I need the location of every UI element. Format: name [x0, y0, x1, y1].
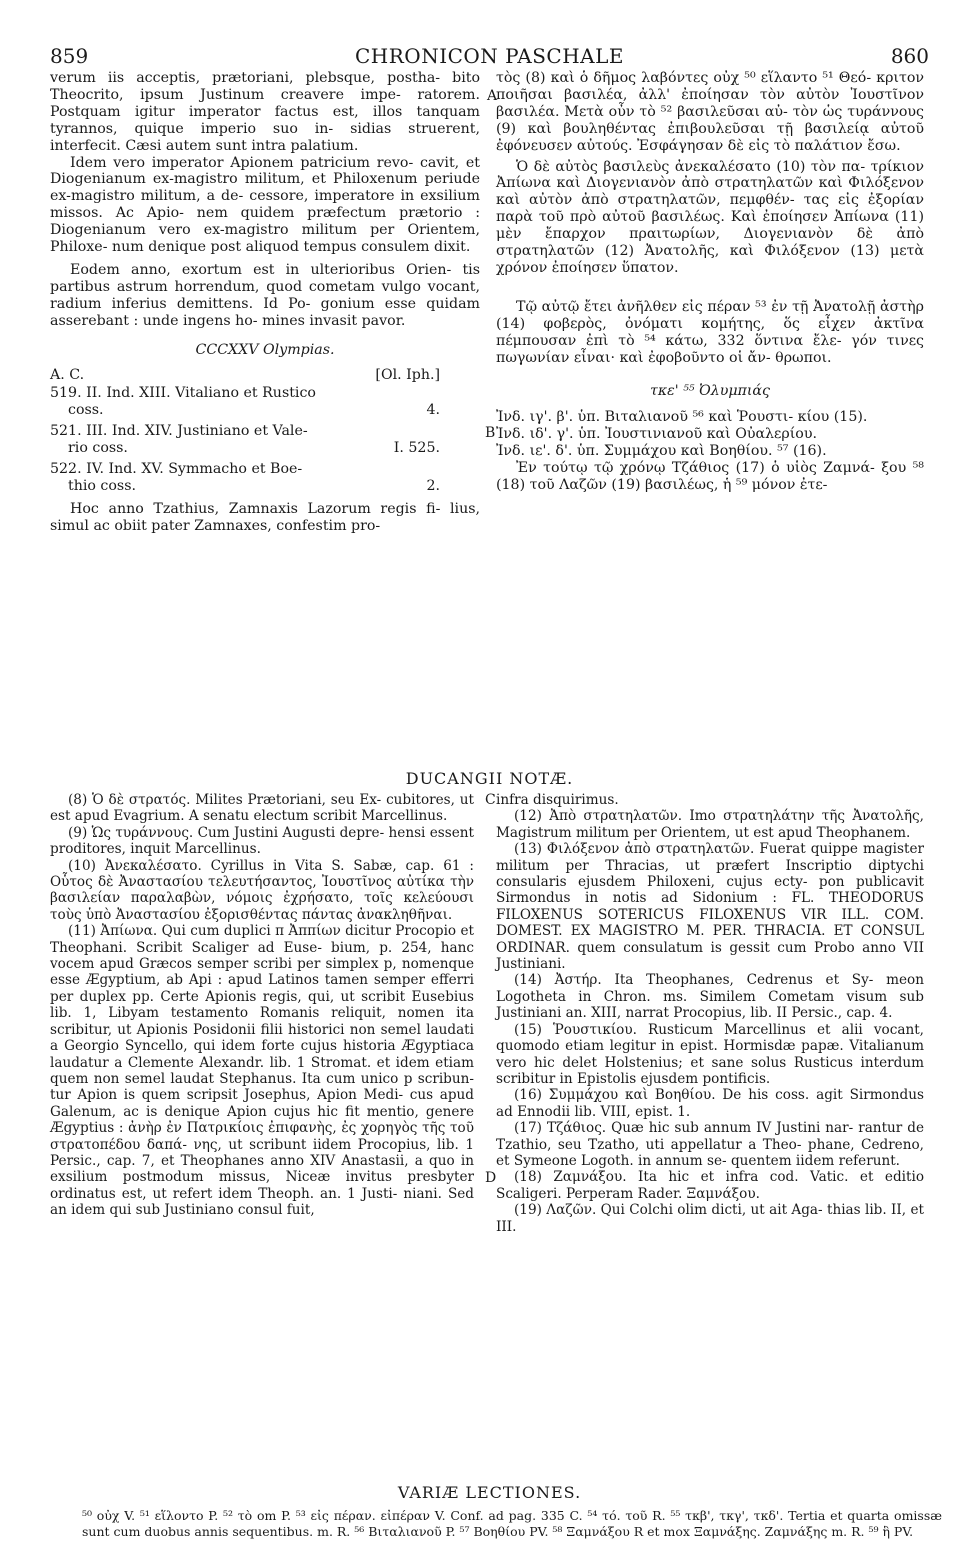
year-entry-text: 522. IV. Ind. XV. Symmacho et Boe- — [50, 461, 303, 478]
note-item: (14) Ἀστήρ. Ita Theophanes, Cedrenus et Sy- meon Logotheta in Chron. ms. Similem Cometam visum sub Justiniani an. XIII, narrat Procopius, lib. II Persic., cap. 4. — [496, 972, 924, 1022]
olympiad-year: 2. — [426, 478, 440, 495]
olympiad-year: I. 525. — [393, 440, 440, 457]
page-number-right: 860 — [890, 44, 929, 68]
year-entry-text: 519. II. Ind. XIII. Vitaliano et Rustico — [50, 385, 316, 402]
note-item: (19) Λαζῶν. Qui Colchi olim dicti, ut ait Aga- thias lib. II, et III. — [496, 1202, 924, 1235]
greek-paragraph: Ἐν τούτῳ τῷ χρόνῳ Τζάθιος (17) ὁ υἱὸς Ζαμνά- ξου ⁵⁸ (18) τοῦ Λαζῶν (19) βασιλέως, ἡ ⁵⁹ μόνον ἐτε- — [496, 460, 924, 494]
note-item: (10) Ἀνεκαλέσατο. Cyrillus in Vita S. Sabæ, cap. 61 : Οὗτος δὲ Ἀναστασίου τελευτήσαντος, Ἰουστῖνος αὐτίκα τὴν βασιλείαν παραλαβὼν, νόμοις ἐχρήσατο, τοῖς κελεύουσι τοὺς ὑπὸ Ἀναστασίου ἐξορισθέντας πάντας ἀνακληθῆναι. — [50, 857, 474, 923]
note-item: (15) Ῥουστικίου. Rusticum Marcellinus et alii vocant, quomodo etiam legitur in epist. Hormisdæ papæ. Vitalianum vero hic delet Holstenius; et sane solus Rusticus interdum scribitur in Epistolis ejusdem pontificis. — [496, 1021, 924, 1087]
greek-column — [496, 70, 924, 494]
variae-lectiones-title: VARIÆ LECTIONES. — [397, 1483, 582, 1502]
book-title: CHRONICON PASCHALE — [355, 44, 624, 68]
year-entry-text: thio coss. — [68, 477, 136, 494]
margin-letter-a: A — [487, 88, 498, 104]
greek-year-entry: Ἰνδ. ιε'. δ'. ὑπ. Συμμάχου καὶ Βοηθίου. ⁵⁷ (16). — [496, 443, 827, 460]
olympiad-year-heading: [Ol. Iph.] — [375, 366, 440, 383]
chronology-column-headings — [50, 367, 480, 384]
note-item: (16) Συμμάχου καὶ Βοηθίου. De his coss. agit Sirmondus ad Ennodii lib. VIII, epist. 1. — [496, 1087, 924, 1120]
margin-letter-b: B — [485, 425, 496, 441]
greek-paragraph: Τῷ αὐτῷ ἔτει ἀνῆλθεν εἰς πέραν ⁵³ ἐν τῇ Ἀνατολῇ ἀστὴρ (14) φοβερὸς, ὀνόματι κομήτης, ὅς εἶχεν ἀκτῖνα πέμπουσαν ἐπὶ τὸ ⁵⁴ κάτω, 332 ὅντινα ἔλε- γόν τινες πωγωνίαν εἶναι· καὶ ἐφοβοῦντο οἱ ἄν- θρωποι. — [496, 298, 924, 366]
anno-christi-heading: A. C. — [50, 366, 85, 383]
margin-letter-c: C — [485, 792, 496, 808]
greek-paragraph: Ὁ δὲ αὐτὸς βασιλεὺς ἀνεκαλέσατο (10) τὸν πα- τρίκιον Ἀπίωνα καὶ Διογενιανὸν ἀπὸ στρατηλατῶν καὶ Φιλόξενον καὶ αὐτὸν ἀπὸ στρατηλατῶν, πεμφθέν- τας εἰς ἐξορίαν παρὰ τοῦ πρὸ αὐτοῦ βασιλέως. Καὶ ἐποίησεν Ἀπίωνα (11) μὲν ἔπαρχον πραιτωρίων, Διογενιανὸν δὲ ἀπὸ στρατηλατῶν (12) Ἀνατολῆς, καὶ Φιλόξενον (13) μετὰ χρόνον ἐποίησεν ὕπατον. — [496, 158, 924, 276]
margin-letter-d: D — [485, 1170, 497, 1186]
note-item: (17) Τζάθιος. Quæ hic sub annum IV Justini nar- rantur de Tzathio, seu Tzatho, uti appellatur a Theo- phane, Cedreno, et Symeone Logoth. in annum se- quentem iidem referunt. — [496, 1120, 924, 1169]
latin-paragraph: Hoc anno Tzathius, Zamnaxis Lazorum regis fi- lius, simul ac obiit pater Zamnaxes, confestim pro- — [50, 500, 480, 534]
greek-year-entry: Ἰνδ. ιγ'. β'. ὑπ. Βιταλιανοῦ ⁵⁶ καὶ Ῥουστι- κίου (15). — [496, 409, 868, 426]
page-number-left: 859 — [50, 44, 89, 68]
greek-paragraph: τὸς (8) καὶ ὁ δῆμος λαβόντες οὐχ ⁵⁰ εἵλαντο ⁵¹ Θεό- κριτον ποιῆσαι βασιλέα, ἀλλ' ἐποίησαν τὸν αὐτὸν Ἰουστῖνον βασιλέα. Μετὰ οὖν τὸ ⁵² βασιλεῦσαι αὐ- τὸν ὡς τυράννους (9) καὶ βουληθέντας ἐπιβουλεῦσαι τῇ βασιλείᾳ αὐτοῦ ἐφόνευσεν αὐτούς. Ἐσφάγησαν δὲ εἰς τὸ παλάτιον ἔσω. — [496, 70, 924, 154]
notes-right-column — [496, 792, 924, 1235]
year-entry-519 — [50, 385, 480, 419]
latin-paragraph: Idem vero imperator Apionem patricium revo- cavit, et Diogenianum ex-magistro militum, et Philoxenum periude ex-magistro militum, a de- cessore, imperatore in exsilium missos. Ac Apio- nem quidem præfectum prætorio : Diogenianum vero ex-magistro militum per Orientem, Philoxe- num denique post aliquod tempus consulem dixit. — [50, 154, 480, 256]
greek-olympiad-heading: τκε' ⁵⁵ Ὀλυμπιάς — [650, 382, 770, 399]
variae-lectiones-text: ⁵⁰ οὐχ V. ⁵¹ εἵλοντο P. ⁵² τὸ om P. ⁵³ εἰς πέραν. εἰπέραν V. Conf. ad pag. 335 C. ⁵⁴ τό. τοῦ R. ⁵⁵ τκβ', τκγ', τκδ'. Tertia et quarta omissæ sunt cum duobus annis sequentibus. m. R. ⁵⁶ Βιταλιανοῦ P. ⁵⁷ Βοηθίου PV. ⁵⁸ Ξαμνάξου R et mox Ξαμνάξης. Ζαμνάξης m. R. ⁵⁹ ἣ PV. — [82, 1508, 942, 1539]
latin-paragraph: Eodem anno, exortum est in ulterioribus Orien- tis partibus astrum horrendum, quod cometam vulgo vocant, radium inferius demittens. Id Po- gonium esse quidam asserebant : unde ingens ho- mines invasit pavor. — [50, 261, 480, 329]
year-entry-text: rio coss. — [68, 440, 128, 457]
note-item: (18) Ζαμνάξου. Ita hic et infra cod. Vatic. et editio Scaligeri. Perperam Rader. Ξαμνάξου. — [496, 1169, 924, 1202]
latin-paragraph: verum iis acceptis, prætoriani, plebsque, postha- bito Theocrito, ipsum Justinum creavere impe- ratorem. Postquam igitur imperator factus est, illos tanquam tyrannos, quique imperio suo in- sidias struerent, interfecit. Cæsi autem sunt intra palatium. — [50, 70, 480, 154]
notes-left-column — [50, 792, 474, 1219]
note-item: (12) Ἀπὸ στρατηλατῶν. Imo στρατηλάτην τῆς Ἀνατολῆς, Magistrum militum per Orientem, ut est apud Theophanem. — [496, 808, 924, 841]
latin-olympiad-heading: CCCXXV Olympias. — [195, 341, 335, 358]
year-entry-521 — [50, 423, 480, 457]
note-item: infra disquirimus. — [496, 792, 619, 808]
notes-section-title: DUCANGII NOTÆ. — [405, 769, 574, 788]
year-entry-522 — [50, 461, 480, 495]
year-entry-text: coss. — [68, 402, 104, 419]
olympiad-year: 4. — [426, 402, 440, 419]
year-entry-text: 521. III. Ind. XIV. Justiniano et Vale- — [50, 423, 308, 440]
greek-year-entry: Ἰνδ. ιδ'. γ'. ὑπ. Ἰουστινιανοῦ καὶ Οὐαλερίου. — [496, 426, 817, 443]
latin-column — [50, 70, 480, 535]
note-item: (11) Ἀπίωνα. Qui cum duplici π Ἀππίων dicitur Procopio et Theophani. Scribit Scaliger ad Euse- bium, p. 254, hanc vocem apud Græcos semper scribi per simplex p, nomenque esse Ægyptium, ab Api : apud Latinos tamen semper efferri per duplex pp. Certe Apionis regis, qui, ut scribit Eusebius lib. 1, Libyam testamento Romanis reliquit, nomen ita scribitur, ut Apionis Posidonii filii historici non semel laudati a Georgio Syncello, qui idem forte cujus historia Ægyptiaca laudatur a Clemente Alexandr. lib. 1 Stromat. et idem etiam quem non semel laudat Stephanus. Ita cum unico p scribun- tur Apion is quem scripsit Josephus, Apion Medi- cus apud Galenum, ac is denique Apion cujus hic fit mentio, genere Ægyptius : ἀνὴρ ἐν Πατρικίοις ἐπιφανὴς, ἐς χορηγὸς τῆς τοῦ στρατοπέδου δαπά- νης, ut scribunt iidem Procopius, lib. 1 Persic., cap. 7, et Theophanes anno XIV Anastasii, a quo in exsilium postmodum missus, Niceæ invitus presbyter ordinatus est, ut refert idem Theoph. an. 1 Justi- niani. Sed an idem qui sub Justiniano consul fuit, — [50, 923, 474, 1219]
note-item: (13) Φιλόξενον ἀπὸ στρατηλατῶν. Fuerat quippe magister militum per Thracias, ut præfert Inscriptio diptychi consularis ejusdem Philoxeni, cujus ecty- pon publicavit Sirmondus in notis ad Sidonium : FL. THEODORUS FILOXENUS SOTERICUS FILOXENUS VIR ILL. COM. DOMEST. EX MAGISTRO M. PER. THRACIA. ET CONSUL ORDINAR. quem consulatum is gessit cum Probo anno VII Justiniani. — [496, 841, 924, 973]
running-head — [50, 44, 929, 70]
note-item: (8) Ὁ δὲ στρατός. Milites Prætoriani, seu Ex- cubitores, ut est apud Evagrium. A senatu electum scribit Marcellinus. — [50, 792, 474, 825]
note-item: (9) Ὡς τυράννους. Cum Justini Augusti depre- hensi essent proditores, inquit Marcellinus. — [50, 824, 474, 858]
